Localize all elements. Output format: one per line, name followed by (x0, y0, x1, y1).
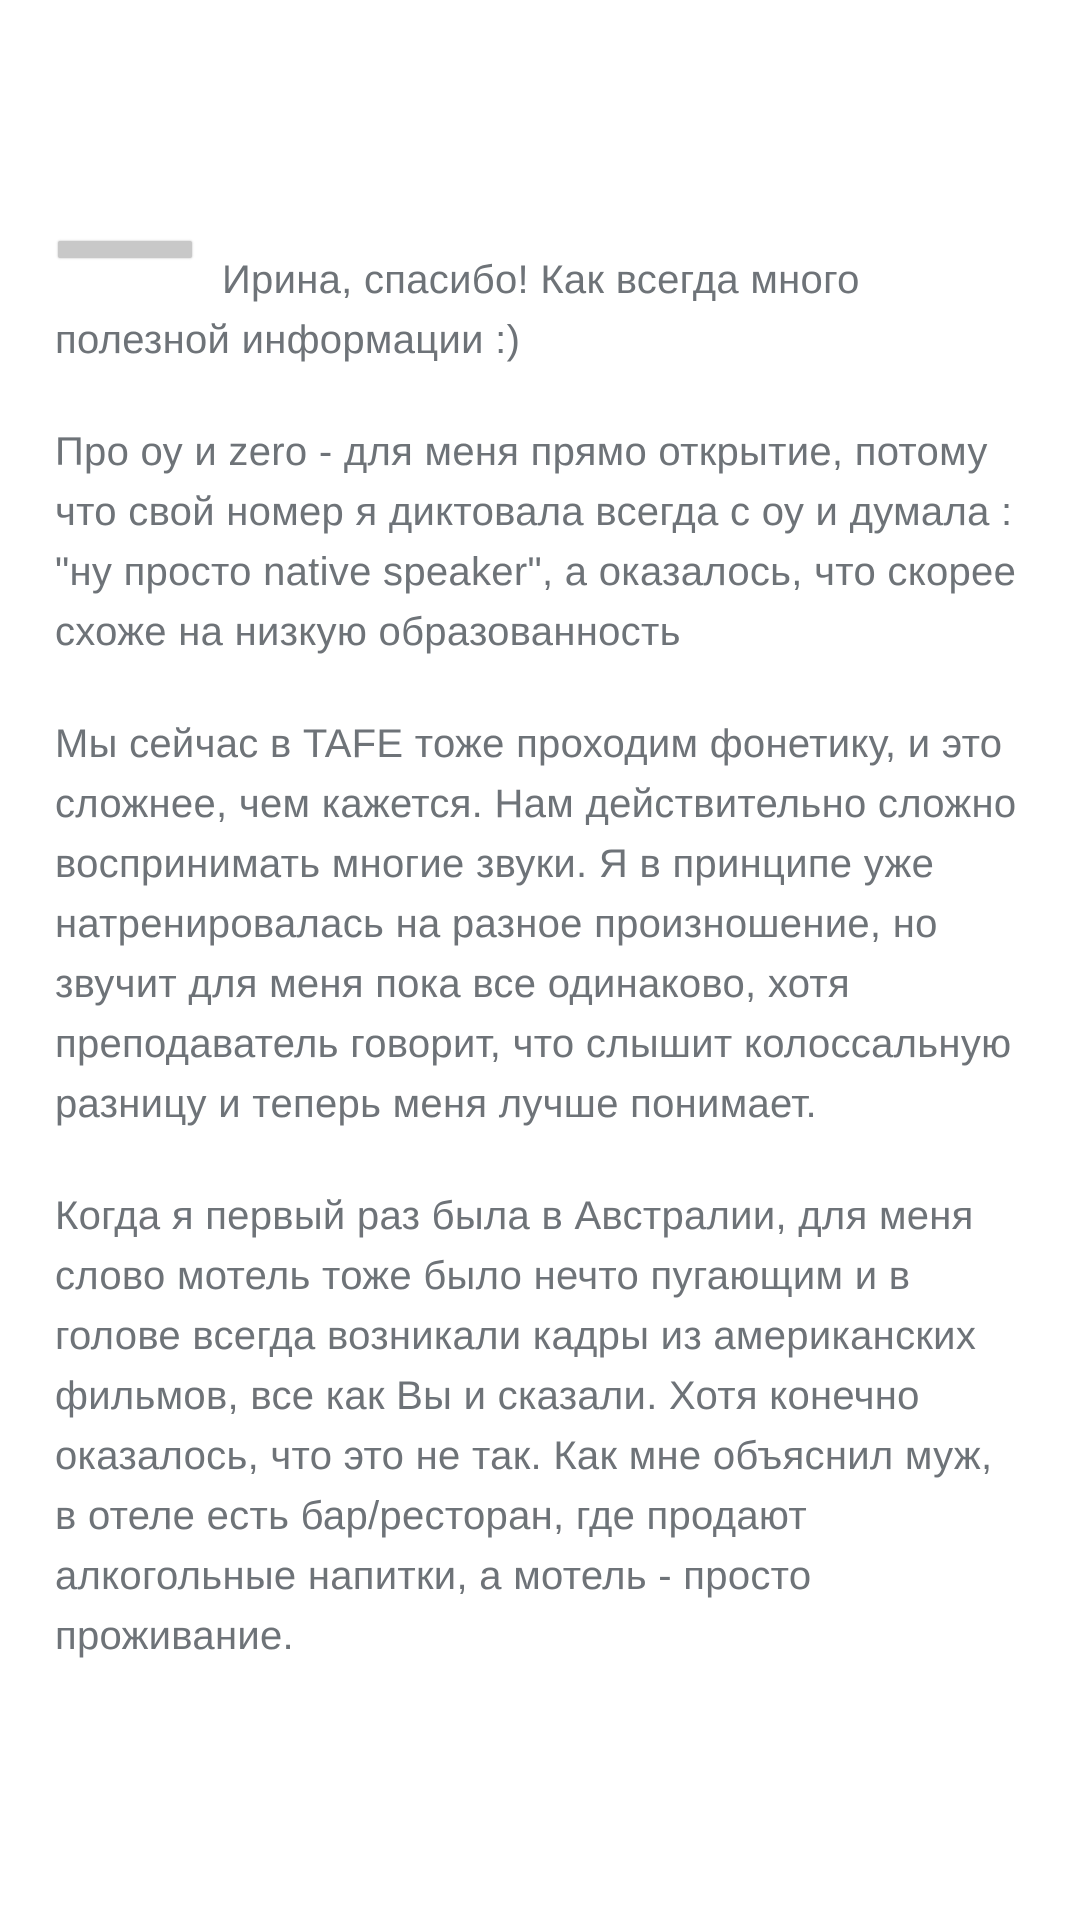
text-line: голове всегда возникали кадры из американских (55, 1314, 977, 1358)
text-line: Мы сейчас в TAFE тоже проходим фонетику, и это (55, 722, 1003, 766)
text-line: схоже на низкую образованность (55, 610, 681, 654)
comment-paragraph (55, 714, 1045, 1134)
comment-paragraph (55, 1186, 1045, 1666)
text-line: что свой номер я диктовала всегда с оу и думала : (55, 490, 1013, 534)
text-line: фильмов, все как Вы и сказали. Хотя конечно (55, 1374, 920, 1418)
text-line: в отеле есть бар/ресторан, где продают (55, 1494, 807, 1538)
text-line: натренировалась на разное произношение, но (55, 902, 938, 946)
text-line: проживание. (55, 1614, 294, 1658)
text-line: звучит для меня пока все одинаково, хотя (55, 962, 850, 1006)
text-line: слово мотель тоже было нечто пугающим и в (55, 1254, 911, 1298)
text-line: воспринимать многие звуки. Я в принципе уже (55, 842, 935, 886)
text-line: "ну просто native speaker", а оказалось, что скорее (55, 550, 1017, 594)
text-line: оказалось, что это не так. Как мне объяснил муж, (55, 1434, 993, 1478)
comment-text (55, 250, 1045, 1718)
text-line: разницу и теперь меня лучше понимает. (55, 1082, 817, 1126)
text-line: полезной информации :) (55, 318, 521, 362)
text-line: преподаватель говорит, что слышит колоссальную (55, 1022, 1012, 1066)
text-line: Про оу и zero - для меня прямо открытие, потому (55, 430, 988, 474)
text-line: сложнее, чем кажется. Нам действительно сложно (55, 782, 1017, 826)
text-line: Когда я первый раз была в Австралии, для меня (55, 1194, 974, 1238)
text-line: Ирина, спасибо! Как всегда много (222, 258, 860, 302)
text-line: алкогольные напитки, а мотель - просто (55, 1554, 812, 1598)
comment-paragraph (55, 250, 1045, 370)
comment-paragraph (55, 422, 1045, 662)
